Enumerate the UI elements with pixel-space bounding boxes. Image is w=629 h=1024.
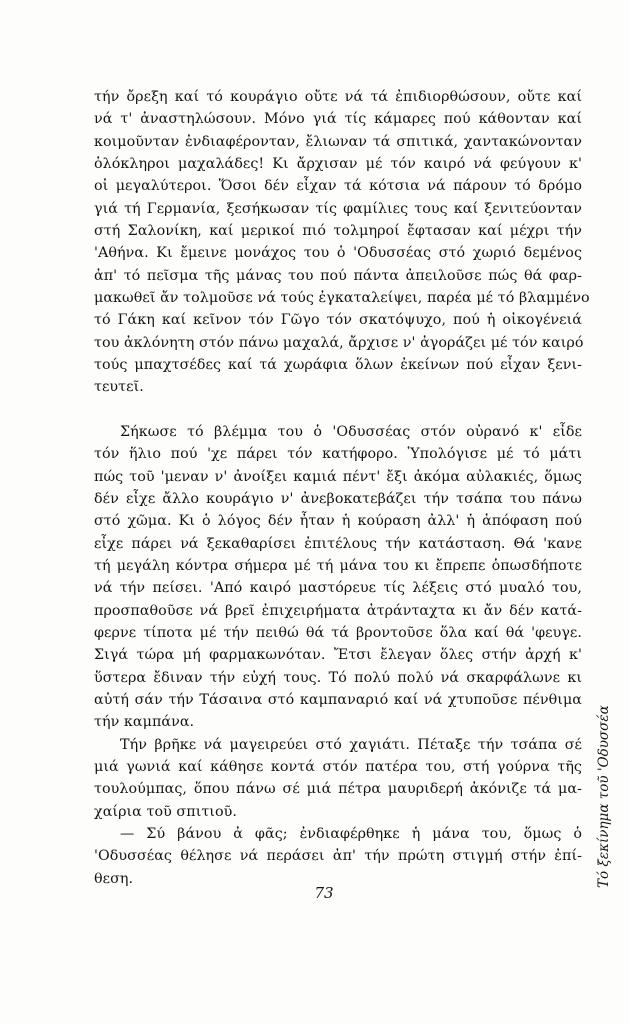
text-line: φερνε τίποτα μέ τήν πειθώ θά τά βροντοῦσε ὅλα καί θά 'φευγε. — [94, 624, 582, 641]
text-line: νά τήν πείσει. 'Από καιρό μαστόρευε τίς λέξεις στό μυαλό του, — [94, 580, 582, 597]
text-line: θεση. — [94, 870, 134, 887]
text-line: γιά τή Γερμανία, ξεσήκωσαν τίς φαμίλιες τους καί ξενιτεύονταν — [94, 200, 582, 217]
text-line: τή μεγάλη κόντρα σήμερα μέ τή μάνα του κι ἔπρεπε ὁπωσδήποτε — [94, 557, 582, 574]
text-line: Σήκωσε τό βλέμμα του ὁ 'Οδυσσέας στόν οὐρανό κ' εἶδε — [120, 423, 582, 440]
paragraph-2 — [94, 421, 582, 734]
paragraph-4 — [94, 823, 582, 890]
text-line: τευτεῖ. — [94, 379, 144, 396]
text-line: ἀπ' τό πεῖσμα τῆς μάνας του πού πάντα ἀπειλοῦσε πώς θά φαρ- — [94, 267, 582, 284]
text-line: αὐτή σάν τήν Τάσαινα στό καμπαναριό καί νά χτυποῦσε πένθιμα — [94, 691, 582, 708]
text-line: πώς τοῦ 'μεναν ν' ἀνοίξει καμιά πέντ' ἔξι ἀκόμα αὐλακιές, ὅμως — [94, 468, 582, 485]
text-line: οἱ μεγαλύτεροι. Ὅσοι δέν εἶχαν τά κότσια νά πάρουν τό δρόμο — [94, 178, 582, 195]
text-line: προσπαθοῦσε νά βρεῖ ἐπιχειρήματα ἀτράνταχτα κι ἄν δέν κατά- — [94, 602, 582, 619]
text-line: — Σύ βάνου ἀ φᾶς; ἐνδιαφέρθηκε ἡ μάνα του, ὅμως ὁ — [120, 826, 582, 842]
text-line: στό χῶμα. Κι ὁ λόγος δέν ἦταν ἡ κούραση ἀλλ' ἡ ἀπόφαση πού — [94, 513, 582, 530]
text-line: 'Αθήνα. Κι ἔμεινε μονάχος του ὁ 'Οδυσσέας στό χωριό δεμένος — [94, 245, 582, 262]
text-line: τό Γάκη καί κεῖνον τόν Γῶγο τόν σκατόψυχο, πού ἡ οἰκογένειά — [94, 312, 582, 329]
body-text — [94, 86, 590, 890]
text-line: κοιμοῦνταν ἐνδιαφέρονταν, ἔλιωναν τά σπιτικά, χαντακώνονταν — [94, 133, 582, 150]
text-line: μακωθεῖ ἄν τολμοῦσε νά τούς ἐγκαταλείψει, παρέα μέ τό βλαμμένο — [94, 290, 590, 307]
paragraph-1 — [94, 86, 590, 399]
paragraph-3 — [94, 734, 582, 823]
text-line: χαίρια τοῦ σπιτιοῦ. — [94, 803, 237, 820]
text-line: 'Οδυσσέας θέλησε νά περάσει ἀπ' τήν πρώτη στιγμή στήν ἐπί- — [94, 848, 582, 865]
text-line: Τήν βρῆκε νά μαγειρεύει στό χαγιάτι. Πέταξε τήν τσάπα σέ — [120, 736, 582, 753]
text-line: τούς μπαχτσέδες καί τά χωράφια ὅλων ἐκείνων πού εἶχαν ξενι- — [94, 357, 582, 374]
text-line: δέν εἶχε ἄλλο κουράγιο ν' ἀνεβοκατεβάζει τήν τσάπα του πάνω — [94, 490, 582, 507]
text-line: Σιγά τώρα μή φαρμακωνόταν. Ἔτσι ἔλεγαν ὅλες στήν ἀρχή κ' — [94, 647, 582, 664]
text-line: ὁλόκληροι μαχαλάδες! Κι ἄρχισαν μέ τόν καιρό νά φεύγουν κ' — [94, 156, 582, 173]
text-line: τήν ὄρεξη καί τό κουράγιο οὔτε νά τά ἐπιδιορθώσουν, οὔτε καί — [94, 89, 582, 105]
text-line: στή Σαλονίκη, καί μερικοί πιό τολμηροί ἔφτασαν καί μέχρι τήν — [94, 223, 582, 240]
text-line: τόν ἥλιο πού 'χε πάρει τόν κατήφορο. Ὑπολόγισε μέ τό μάτι — [94, 446, 582, 463]
page-number: 73 — [314, 884, 334, 902]
text-line: νά τ' ἀναστηλώσουν. Μόνο γιά τίς κάμαρες πού κάθονταν καί — [94, 111, 582, 128]
text-line: τήν καμπάνα. — [94, 714, 195, 731]
paragraph-gap — [94, 399, 582, 421]
running-title: Τό ξεκίνημα τοῦ 'Οδυσσέα — [596, 705, 612, 888]
text-line: εἶχε πάρει νά ξεκαθαρίσει ἐπιτέλους τήν κατάσταση. Θά 'κανε — [94, 535, 582, 552]
text-line: μιά γωνιά καί κάθησε κοντά στόν πατέρα του, στή γούρνα τῆς — [94, 758, 582, 775]
text-line: τουλούμπας, ὅπου πάνω σέ μιά πέτρα μαυριδερή ἀκόνιζε τά μα- — [94, 781, 582, 798]
text-line: του ἀκλόνητη στόν πάνω μαχαλά, ἄρχισε ν' ἀγοράζει μέ τόν καιρό — [94, 334, 584, 351]
text-line: ὕστερα ἔδιναν τήν εὐχή τους. Τό πολύ πολύ νά σκαρφάλωνε κι — [94, 669, 582, 686]
